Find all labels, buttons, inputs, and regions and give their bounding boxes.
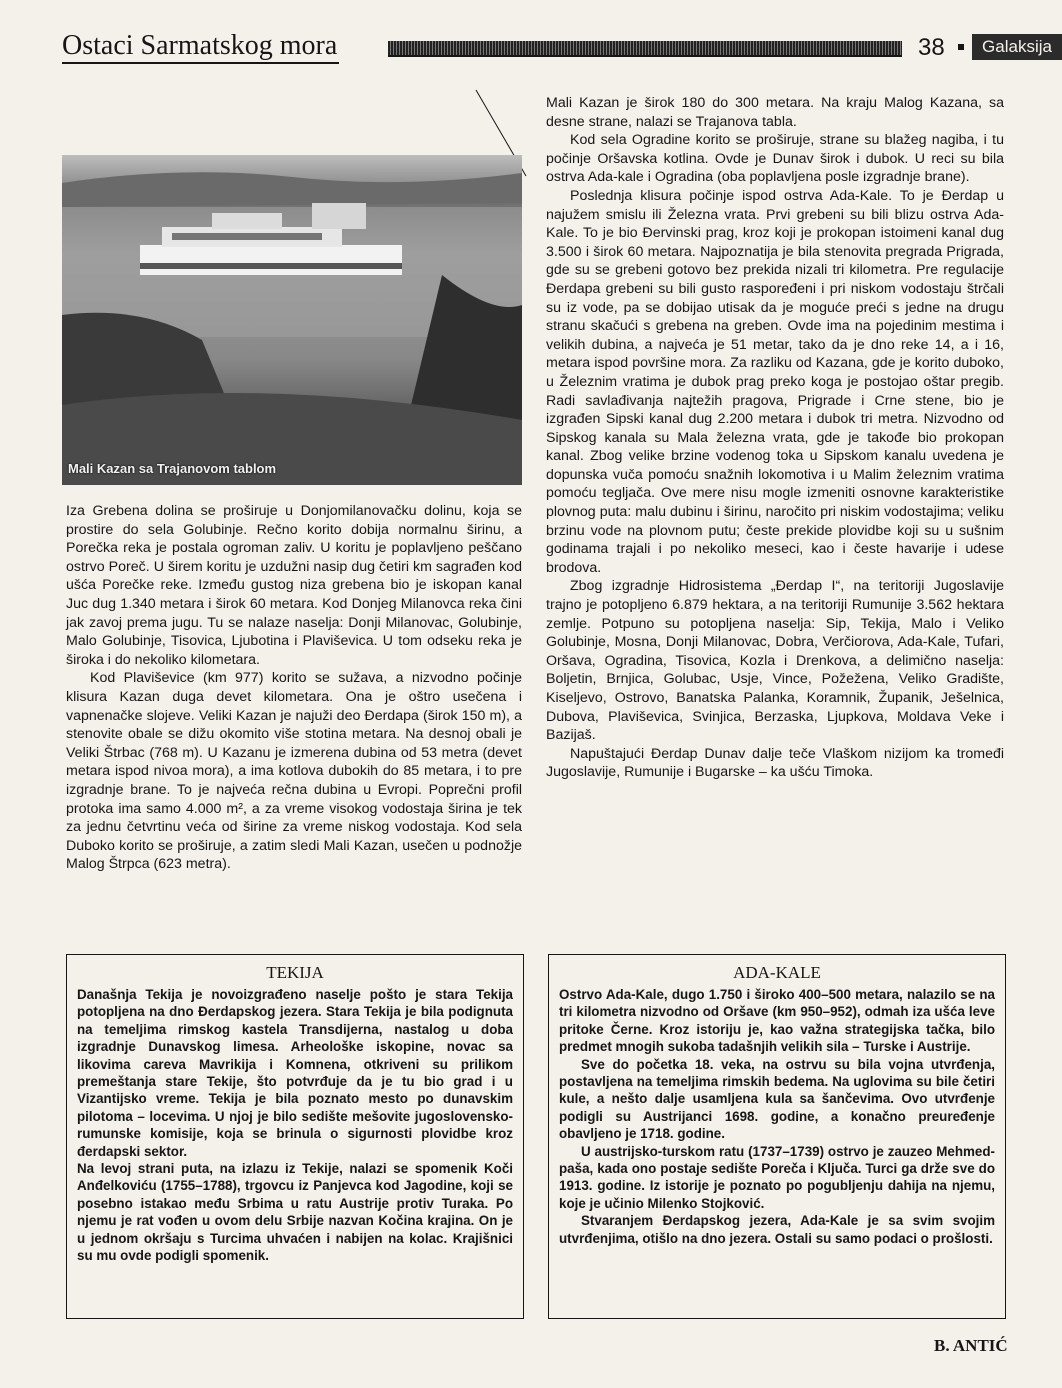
right-paragraph-3: Poslednja klisura počinje ispod ostrva Ada-Kale. To je Đerdap u najužem smislu ili Železna vrata. Prvi grebeni su bili blizu ostrva Ada-Kale. To je bio Đervinski prag, kroz koji je prokopan istoimeni kanal dug 3.500 i širok 60 metara. Najpoznatija je bila stenovita pregrada Prigrada, gde su se grebeni gotovo bez prekida nizali tri kilometra. Pre regulacije Đerdapa grebeni su bili gusto raspoređeni i pri niskom vodostaju štrčali su iz vode, pa se dobijao utisak da je moguće preći s jedne na drugu stranu skačući s grebena na greben. Ovde ima na pojedinim mestima i velikih dubina, a najveća je 51 metar, tako da je dno reke 14, a i 16, metara ispod površine mora. Za razliku od Kazana, gde je korito duboko, u Železnim vratima je dubok prag preko koga je postojao oštar pregib. Radi savlađivanja najtežih pragova, Prigrade i Crne stene, bio je izgrađen Sipski kanal dug 2.200 metara i dubok tri metra. Nizvodno od Sipskog kanala su Mala železna vrata, gde je takođe bio prokopan kanal. Zbog velike brzine vodenog toka u Sipskom kanalu uvedena je dopunska vuča pomoću snažnih lokomotiva i u Malim železnim vratima pomoću tegljača. Ove mere nisu mogle izmeniti osnovne karakteristike plovnog puta: malu dubinu i širinu, naročito pri niskim vodostajima; veliku brzinu vode na plovnom putu; česte prekide plovidbe koji su u sušnim godinama trajali i po nekoliko meseci, kao i česte havarije i udese brodova. (546, 187, 1004, 576)
ferry-photo (62, 155, 522, 485)
tekija-paragraph-1: Današnja Tekija je novoizgrađeno naselje pošto je stara Tekija potopljena na dno Đerdapskog jezera. Stara Tekija je bila podignuta na temeljima rimskog kastela Transdijerna, nastalog u doba izgradnje Dunavskog limesa. Arheološke iskopine, novac sa likovima careva Mavrikija i Komnena, otkriveni su prilikom premeštanja stare Tekije, što potvrđuje da je tu bio grad i u Vizantijsko vreme. Tekija je bila poznato mesto po dunavskim pilotoma – locevima. U njoj je bilo sedište mešovite jugoslovensko-rumunske komisije, koja se brinula o sigurnosti plovidbe kroz đerdapski sektor. (77, 987, 513, 1159)
section-badge: Galaksija (972, 34, 1062, 60)
left-paragraph-1: Iza Grebena dolina se proširuje u Donjomilanovačku dolinu, koja se prostire do sela Golubinje. Rečno korito dobija normalnu širinu, a Porečka reka je postala ogroman zaliv. U koritu je poplavljeno peščano ostrvo Poreč. U širem koritu je uzdužni nasip dug četiri km sagrađen kod ušća Porečke reke. Između gustog niza grebena bio je iskopan kanal Juc dug 1.340 metara i širok 60 metara. Kod Donjeg Milanovca reka čini jak zavoj prema jugu. Tu se nalaze naselja: Donji Milanovac, Golubinje, Malo Golubinje, Tisovica, Ljubotina i Plaviševica. U tom odseku reka je široka i do nekoliko kilometara. (66, 503, 522, 668)
page-header (62, 28, 1052, 68)
ada-kale-paragraph-2: Sve do početka 18. veka, na ostrvu su bila vojna utvrđenja, postavljena na temeljima rimskih bedema. Na uglovima su bile četiri kule, a nešto dalje usamljena kula sa šančevima. Ovo utvrđenje podigli su Austrijanci 1698. godine, a konačno preuređenje obavljeno je 1718. godine. (559, 1056, 995, 1142)
tekija-paragraph-2: Na levoj strani puta, na izlazu iz Tekije, nalazi se spomenik Koči Anđelkoviću (1755–1788), trgovcu iz Panjevca kod Jagodine, koji se posebno istakao među Srbima u ratu Austrije protiv Turaka. Po njemu je rat vođen u ovom delu Srbije nazvan Kočina krajina. On je u jednom okršaju s Turcima uhvaćen i nabijen na kolac. Krajišnici su mu ovde podigli spomenik. (77, 1161, 513, 1264)
ada-kale-paragraph-1: Ostrvo Ada-Kale, dugo 1.750 i široko 400–500 metara, nalazilo se na tri kilometra nizvodno od Oršave (km 950–952), odmah iza ušća leve pritoke Černe. Kroz istoriju je, kao važna strategijska tačka, bilo predmet mnogih sukoba tadašnjih velikih sila – Turske i Austrije. (559, 987, 995, 1055)
right-paragraph-4: Zbog izgradnje Hidrosistema „Đerdap I“, na teritoriji Jugoslavije trajno je potopljeno 6.879 hektara, a na teritoriji Rumunije 3.562 hektara zemlje. Potpuno su potopljena naselja: Sip, Tekija, Malo i Veliko Golubinje, Mosna, Donji Milanovac, Dobra, Verčiorova, Ada-Kale, Tufari, Oršava, Ogradina, Tisovica, Kozla i Drenkova, a delimično naselja: Boljetin, Brnjica, Golubac, Usje, Vince, Požežena, Veliko Gradište, Kiseljevo, Ostrovo, Banatska Palanka, Koramnik, Županik, Ješelnica, Dubova, Plaviševica, Svinjica, Berzaska, Ljupkova, Moldava Veke i Bazijaš. (546, 578, 1004, 744)
tekija-box-title: TEKIJA (266, 963, 324, 982)
right-column (546, 94, 1004, 782)
ada-kale-paragraph-4: Stvaranjem Đerdapskog jezera, Ada-Kale je sa svim svojim utvrđenjima, otišlo na dno jezera. Ostali su samo podaci o prošlosti. (559, 1213, 995, 1246)
ada-kale-box-title: ADA-KALE (733, 963, 821, 982)
ada-kale-paragraph-3: U austrijsko-turskom ratu (1737–1739) ostrvo je zauzeo Mehmed-paša, kada ono postaje sedište Poreča i Ključa. Turci ga drže sve do 1913. godine. Iz istorije je poznato po pogubljenju dahija na njemu, koje je učinio Milenko Stojković. (559, 1143, 995, 1211)
tekija-sidebar-box (66, 954, 524, 1319)
left-paragraph-2: Kod Plaviševice (km 977) korito se sužava, a nizvodno počinje klisura Kazan duga devet kilometara. Ona je oštro usečena i vapnenačke slojeve. Veliki Kazan je najuži deo Đerdapa (širok 150 m), a stenovite obale se dižu okomito više stotina metara. Na desnoj obali je Veliki Štrbac (768 m). U Kazanu je izmerena dubina od 53 metra (devet metara ispod nivoa mora), a ima kotlova dubokih do 85 metara, i to pre izgradnje brane. To je najveća rečna dubina u Evropi. Poprečni profil protoka ima samo 4.000 m², a za vreme visokog vodostaja širina je tek za jednu četvrtinu veća od širine za vreme niskog vodostaja. Kod sela Duboko korito se proširuje, a zatim sledi Mali Kazan, usečen u podnožje Malog Štrpca (623 metra). (66, 670, 522, 873)
right-paragraph-1: Mali Kazan je širok 180 do 300 metara. Na kraju Malog Kazana, sa desne strane, nalazi se Trajanova tabla. (546, 95, 1004, 130)
left-column (66, 502, 522, 874)
ada-kale-sidebar-box (548, 954, 1006, 1319)
right-paragraph-2: Kod sela Ogradine korito se proširuje, strane su blažeg nagiba, i tu počinje Oršavska kotlina. Ovde je Dunav širok i dubok. U reci su bila ostrva Ada-kale i Ogradina (oba poplavljena posle izgradnje brane). (546, 132, 1004, 186)
header-rule (388, 41, 902, 57)
author-signature: B. ANTIĆ (934, 1336, 1008, 1355)
right-paragraph-5: Napuštajući Đerdap Dunav dalje teče Vlaškom nizijom ka tromeđi Jugoslavije, Rumunije i Bugarske – ka ušću Timoka. (546, 745, 1004, 781)
ferry-illustration (62, 155, 522, 485)
photo-caption: Mali Kazan sa Trajanovom tablom (68, 461, 277, 476)
page-number: 38 (918, 34, 945, 61)
article-title: Ostaci Sarmatskog mora (62, 30, 339, 64)
header-bullet (958, 44, 964, 50)
